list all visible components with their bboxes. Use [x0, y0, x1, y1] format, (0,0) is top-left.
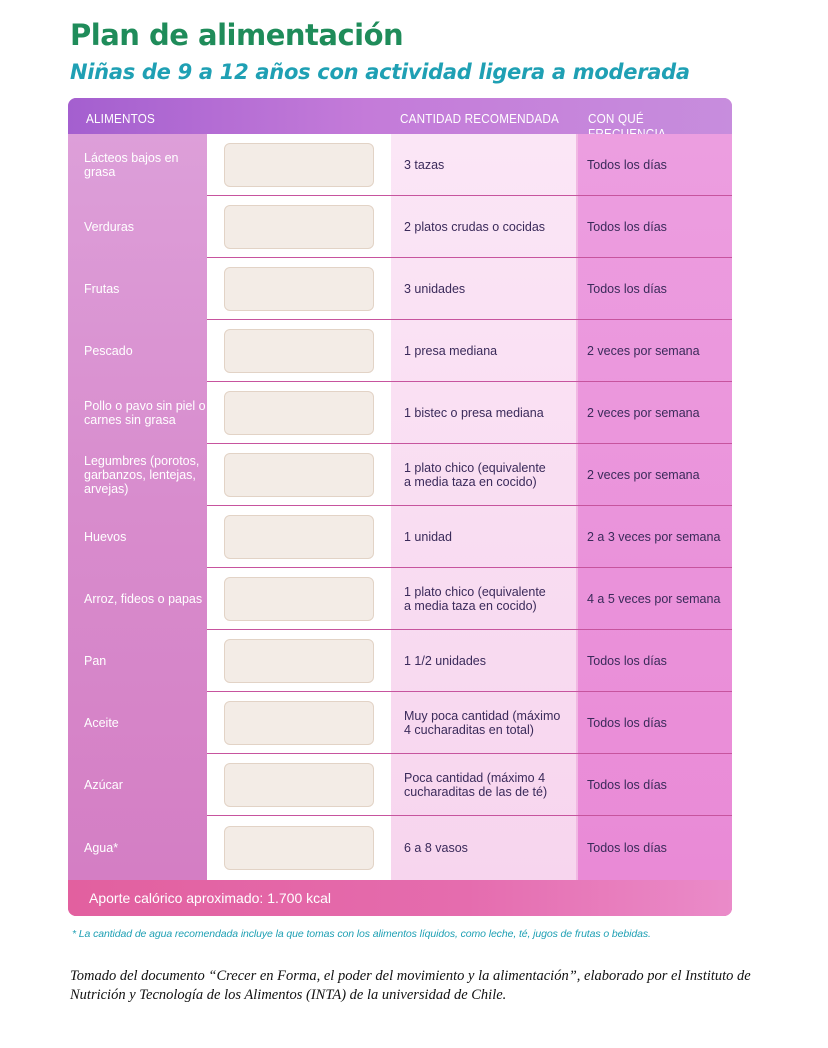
- frequency: [587, 196, 729, 258]
- recommended-amount-text: 1 bistec o presa mediana: [404, 406, 544, 420]
- food-name: [84, 134, 206, 196]
- food-name: [84, 382, 206, 444]
- frequency: [587, 506, 729, 568]
- frequency-text: 2 veces por semana: [587, 344, 700, 358]
- food-name-text: Arroz, fideos o papas: [84, 592, 203, 606]
- recommended-amount: [404, 506, 574, 568]
- food-name-text: Lácteos bajos en grasa: [84, 151, 179, 179]
- recommended-amount: [404, 196, 574, 258]
- meat-plate-illustration: [224, 391, 374, 435]
- table-row: [68, 630, 732, 692]
- egg-illustration: [224, 515, 374, 559]
- water-glasses-illustration: [224, 826, 374, 870]
- recommended-amount: [404, 754, 574, 816]
- frequency: [587, 692, 729, 754]
- frequency-text: 4 a 5 veces por semana: [587, 592, 721, 606]
- frequency: [587, 754, 729, 816]
- frequency-text: 2 veces por semana: [587, 406, 700, 420]
- fruits-illustration: [224, 267, 374, 311]
- table-row: [68, 134, 732, 196]
- cups-illustration: [224, 143, 374, 187]
- page-title: Plan de alimentación: [70, 18, 404, 52]
- sugar-spoons-illustration: [224, 763, 374, 807]
- recommended-amount: [404, 816, 574, 880]
- food-name: [84, 816, 206, 880]
- frequency: [587, 134, 729, 196]
- recommended-amount-text: 3 unidades: [404, 282, 466, 296]
- table-row: [68, 816, 732, 880]
- header-amount: CANTIDAD RECOMENDADA: [400, 111, 559, 126]
- food-name-text: Verduras: [84, 220, 135, 234]
- recommended-amount: [404, 258, 574, 320]
- food-name-text: Aceite: [84, 716, 119, 730]
- pasta-plate-illustration: [224, 577, 374, 621]
- frequency: [587, 382, 729, 444]
- calorie-total: Aporte calórico aproximado: 1.700 kcal: [89, 890, 332, 906]
- table-row: [68, 320, 732, 382]
- vegetable-plates-illustration: [224, 205, 374, 249]
- recommended-amount-text: 1 plato chico (equivalente a media taza en cocido): [404, 585, 546, 613]
- recommended-amount-text: Poca cantidad (máximo 4 cucharaditas de las de té): [404, 771, 548, 799]
- recommended-amount: [404, 134, 574, 196]
- food-name: [84, 444, 206, 506]
- source-citation: Tomado del documento “Crecer en Forma, el poder del movimiento y la alimentación”, elaborado por el Instituto de Nutrición y Tecnología de los Alimentos (INTA) de la universidad de Chile.: [70, 968, 751, 1003]
- table-row: [68, 692, 732, 754]
- table-row: [68, 196, 732, 258]
- frequency-text: Todos los días: [587, 282, 667, 296]
- food-name-text: Huevos: [84, 530, 127, 544]
- food-name: [84, 258, 206, 320]
- food-name-text: Pescado: [84, 344, 133, 358]
- frequency-text: Todos los días: [587, 654, 667, 668]
- food-name: [84, 630, 206, 692]
- recommended-amount-text: 3 tazas: [404, 158, 445, 172]
- table-footer: [68, 880, 732, 916]
- frequency-text: Todos los días: [587, 220, 667, 234]
- table-row: [68, 444, 732, 506]
- food-name-text: Frutas: [84, 282, 120, 296]
- oil-spoons-illustration: [224, 701, 374, 745]
- food-name-text: Azúcar: [84, 778, 123, 792]
- table-header: [68, 98, 732, 134]
- food-name-text: Pan: [84, 654, 107, 668]
- food-name: [84, 196, 206, 258]
- frequency-text: 2 a 3 veces por semana: [587, 530, 721, 544]
- legumes-bowl-illustration: [224, 453, 374, 497]
- food-name: [84, 568, 206, 630]
- table-row: [68, 382, 732, 444]
- bread-illustration: [224, 639, 374, 683]
- nutrition-table: [68, 98, 732, 916]
- frequency-text: Todos los días: [587, 778, 667, 792]
- fish-plate-illustration: [224, 329, 374, 373]
- recommended-amount-text: 6 a 8 vasos: [404, 841, 468, 855]
- page-subtitle: Niñas de 9 a 12 años con actividad ligera a moderada: [70, 60, 690, 84]
- header-frequency: CON QUÉ: [588, 111, 644, 126]
- recommended-amount: [404, 692, 574, 754]
- recommended-amount-text: 1 1/2 unidades: [404, 654, 487, 668]
- frequency: [587, 630, 729, 692]
- recommended-amount-text: Muy poca cantidad (máximo 4 cucharaditas en total): [404, 709, 561, 737]
- recommended-amount-text: 2 platos crudas o cocidas: [404, 220, 546, 234]
- header-food: ALIMENTOS: [86, 111, 156, 126]
- food-name: [84, 754, 206, 816]
- food-name: [84, 506, 206, 568]
- table-row: [68, 258, 732, 320]
- food-name-text: Legumbres (porotos, garbanzos, lentejas, arvejas): [84, 454, 200, 496]
- food-name-text: Agua*: [84, 841, 119, 855]
- frequency: [587, 444, 729, 506]
- table-row: [68, 754, 732, 816]
- recommended-amount: [404, 320, 574, 382]
- recommended-amount: [404, 382, 574, 444]
- table-row: [68, 506, 732, 568]
- table-row: [68, 568, 732, 630]
- frequency: [587, 320, 729, 382]
- table-body: [68, 134, 732, 880]
- frequency-text: Todos los días: [587, 841, 667, 855]
- frequency: [587, 816, 729, 880]
- frequency-text: Todos los días: [587, 158, 667, 172]
- recommended-amount: [404, 568, 574, 630]
- frequency: [587, 568, 729, 630]
- recommended-amount-text: 1 unidad: [404, 530, 452, 544]
- frequency-text: Todos los días: [587, 716, 667, 730]
- food-name: [84, 320, 206, 382]
- recommended-amount-text: 1 presa mediana: [404, 344, 498, 358]
- frequency: [587, 258, 729, 320]
- recommended-amount-text: 1 plato chico (equivalente a media taza en cocido): [404, 461, 546, 489]
- food-name: [84, 692, 206, 754]
- recommended-amount: [404, 630, 574, 692]
- frequency-text: 2 veces por semana: [587, 468, 700, 482]
- food-name-text: Pollo o pavo sin piel o carnes sin grasa: [84, 399, 206, 427]
- water-footnote: * La cantidad de agua recomendada incluye la que tomas con los alimentos líquidos, como leche, té, jugos de frutas o bebidas.: [72, 928, 651, 940]
- recommended-amount: [404, 444, 574, 506]
